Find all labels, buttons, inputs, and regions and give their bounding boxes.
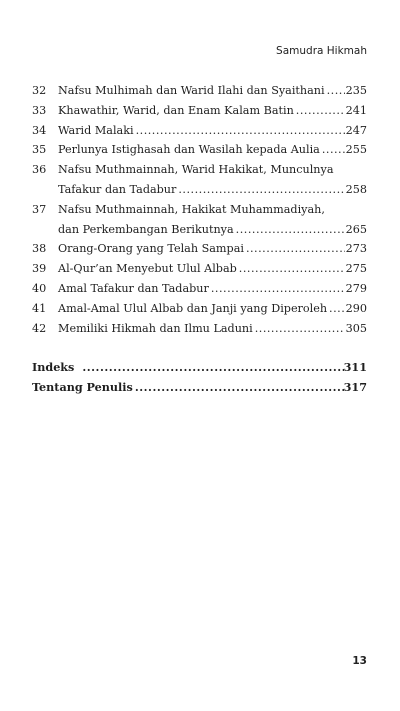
toc-entry-page: 305 bbox=[345, 321, 367, 335]
toc-entry-title: Perlunya Istighasah dan Wasilah kepada Aulia bbox=[58, 143, 320, 157]
toc-entry-title: Khawathir, Warid, dan Enam Kalam Batin bbox=[58, 103, 294, 117]
dot-leader bbox=[325, 81, 345, 101]
toc-entry-title: Nafsu Muthmainnah, Warid Hakikat, Munculnya bbox=[58, 163, 334, 177]
toc-entry-number: 37 bbox=[32, 202, 47, 216]
page-number: 13 bbox=[352, 655, 367, 667]
toc-entry-title: Al-Qur’an Menyebut Ulul Albab bbox=[58, 262, 237, 276]
toc-entry-title-continued: Tafakur dan Tadabur bbox=[58, 182, 177, 196]
table-of-contents bbox=[32, 81, 367, 398]
toc-entry bbox=[32, 259, 367, 279]
dot-leader bbox=[294, 101, 345, 121]
toc-backmatter-page: 317 bbox=[343, 380, 367, 395]
toc-entry-page: 273 bbox=[345, 242, 367, 256]
dot-leader bbox=[234, 220, 345, 240]
toc-entry bbox=[32, 239, 367, 259]
dot-leader bbox=[253, 319, 345, 339]
toc-entry-title: Amal-Amal Ulul Albab dan Janji yang Diperoleh bbox=[58, 301, 328, 315]
toc-entry bbox=[32, 299, 367, 319]
toc-entry-page: 235 bbox=[345, 84, 367, 97]
toc-entry-title: Nafsu Muthmainnah, Hakikat Muhammadiyah, bbox=[58, 202, 325, 216]
toc-entry bbox=[32, 279, 367, 299]
toc-entry-number: 40 bbox=[32, 281, 47, 295]
toc-backmatter-entry bbox=[32, 358, 367, 378]
toc-entry bbox=[32, 140, 367, 160]
toc-backmatter-title: Indeks bbox=[32, 360, 75, 375]
toc-entry-number: 34 bbox=[32, 123, 47, 137]
dot-leader bbox=[244, 239, 345, 259]
toc-entry bbox=[32, 319, 367, 339]
dot-leader bbox=[320, 140, 345, 160]
toc-backmatter-entry bbox=[32, 378, 367, 398]
toc-entry-page: 290 bbox=[345, 301, 367, 315]
dot-leader bbox=[176, 180, 345, 200]
toc-entry-number: 33 bbox=[32, 103, 47, 117]
toc-entry-page: 279 bbox=[345, 281, 367, 295]
toc-entry bbox=[32, 81, 367, 101]
toc-entry-number: 41 bbox=[32, 301, 47, 315]
toc-entry-page: 247 bbox=[345, 123, 367, 137]
dot-leader bbox=[237, 259, 345, 279]
dot-leader bbox=[327, 299, 345, 319]
toc-entry-number: 36 bbox=[32, 163, 47, 177]
dot-leader bbox=[134, 121, 345, 141]
toc-entry-page: 265 bbox=[345, 222, 367, 236]
toc-backmatter-title: Tentang Penulis bbox=[32, 380, 133, 395]
toc-entry bbox=[32, 121, 367, 141]
toc-entry-number: 38 bbox=[32, 242, 47, 256]
toc-entry bbox=[32, 200, 367, 240]
toc-entry-title: Nafsu Mulhimah dan Warid Ilahi dan Syaithani bbox=[58, 84, 325, 97]
toc-entry-page: 258 bbox=[345, 182, 367, 196]
toc-entry-number: 35 bbox=[32, 143, 47, 157]
toc-entry-number: 32 bbox=[32, 84, 47, 97]
toc-entry-number: 39 bbox=[32, 262, 47, 276]
toc-entry-page: 241 bbox=[345, 103, 367, 117]
toc-entry bbox=[32, 101, 367, 121]
running-header: Samudra Hikmah bbox=[276, 45, 367, 57]
toc-entry-title: Amal Tafakur dan Tadabur bbox=[58, 281, 209, 295]
toc-entry-title: Warid Malaki bbox=[58, 123, 134, 137]
toc-backmatter-page: 311 bbox=[343, 360, 367, 375]
toc-entry-title: Memiliki Hikmah dan Ilmu Laduni bbox=[58, 321, 253, 335]
toc-entry-title-continued: dan Perkembangan Berikutnya bbox=[58, 222, 234, 236]
section-spacer bbox=[32, 338, 367, 358]
dot-leader bbox=[133, 378, 344, 398]
dot-leader bbox=[74, 358, 343, 378]
toc-entry-number: 42 bbox=[32, 321, 47, 335]
toc-entry bbox=[32, 160, 367, 200]
toc-entry-page: 275 bbox=[345, 262, 367, 276]
toc-entry-page: 255 bbox=[345, 143, 367, 157]
toc-entry-title: Orang-Orang yang Telah Sampai bbox=[58, 242, 244, 256]
dot-leader bbox=[209, 279, 345, 299]
